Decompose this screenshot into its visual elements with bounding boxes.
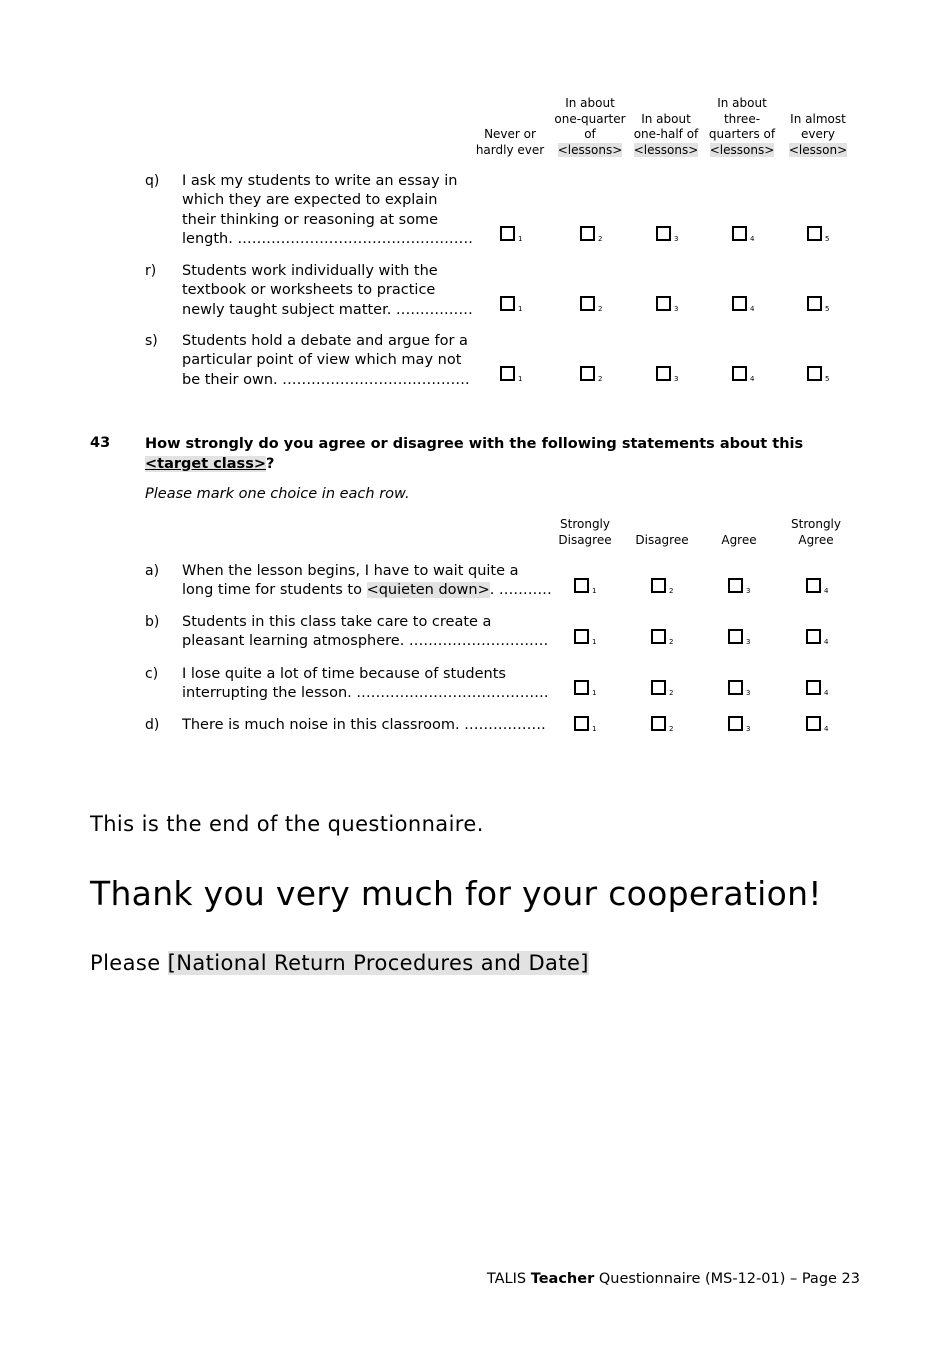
item-letter: a) — [145, 563, 160, 579]
item-text-end: pleasant learning atmosphere. — [182, 633, 409, 650]
response-checkbox[interactable] — [806, 716, 821, 731]
response-checkbox[interactable] — [580, 296, 595, 311]
item-text-line — [182, 230, 472, 249]
response-checkbox[interactable] — [728, 716, 743, 731]
column-header — [622, 533, 702, 549]
question-stem — [145, 435, 865, 474]
response-checkbox[interactable] — [807, 226, 822, 241]
instruction: Please mark one choice in each row. — [145, 486, 410, 502]
response-checkbox[interactable] — [656, 226, 671, 241]
item-text-line — [182, 632, 552, 651]
response-code: 1 — [518, 305, 523, 313]
lessons-placeholder: <lesson> — [788, 142, 848, 157]
response-checkbox[interactable] — [651, 629, 666, 644]
response-code: 3 — [674, 235, 679, 243]
return-please: Please — [90, 951, 161, 975]
item-text-line: their thinking or reasoning at some — [182, 211, 439, 228]
item-text — [182, 332, 472, 390]
item-text — [182, 665, 552, 704]
item-letter: c) — [145, 666, 159, 682]
footer-bold: Teacher — [530, 1271, 595, 1287]
column-header-line: of — [584, 127, 596, 141]
response-checkbox[interactable] — [728, 629, 743, 644]
item-text-line: Students in this class take care to create a — [182, 614, 492, 630]
footer-prefix: TALIS — [486, 1271, 527, 1287]
column-header — [776, 517, 856, 548]
item-text-line — [182, 371, 472, 390]
footer-suffix: Questionnaire (MS-12-01) – Page 23 — [598, 1271, 860, 1287]
column-header-line: In about — [565, 96, 615, 110]
item-text-end: newly taught subject matter. — [182, 301, 396, 318]
item-text — [182, 562, 552, 601]
response-code: 1 — [518, 375, 523, 383]
leader-dots: ........... — [498, 582, 552, 599]
item-text-line: I ask my students to write an essay in — [182, 173, 458, 189]
response-checkbox[interactable] — [806, 629, 821, 644]
response-code: 5 — [825, 235, 830, 243]
response-code: 4 — [824, 587, 829, 595]
response-checkbox[interactable] — [500, 366, 515, 381]
response-code: 4 — [750, 375, 755, 383]
response-checkbox[interactable] — [656, 296, 671, 311]
column-header — [470, 127, 550, 158]
leader-dots: ............................. — [408, 633, 549, 650]
response-code: 3 — [674, 375, 679, 383]
column-header-line: one-quarter — [554, 111, 626, 126]
response-checkbox[interactable] — [807, 366, 822, 381]
response-checkbox[interactable] — [651, 680, 666, 695]
question-stem-end: ? — [265, 455, 275, 472]
response-code: 1 — [592, 725, 597, 733]
response-code: 3 — [674, 305, 679, 313]
response-code: 3 — [746, 725, 751, 733]
column-header-line: Never or — [484, 127, 536, 141]
column-header-line: three- — [723, 111, 761, 126]
response-checkbox[interactable] — [500, 296, 515, 311]
item-text — [182, 262, 472, 320]
response-code: 5 — [825, 375, 830, 383]
column-header-line: every — [801, 127, 835, 141]
lessons-placeholder: <lessons> — [633, 142, 699, 157]
response-code: 5 — [825, 305, 830, 313]
target-class-placeholder: <target class> — [145, 455, 266, 472]
item-text — [182, 172, 472, 249]
leader-dots: ....................................... — [282, 371, 470, 388]
response-code: 1 — [592, 587, 597, 595]
response-checkbox[interactable] — [728, 578, 743, 593]
item-text-line: I lose quite a lot of time because of students — [182, 666, 506, 682]
item-text-line: When the lesson begins, I have to wait quite a — [182, 563, 519, 579]
return-procedures-placeholder: [National Return Procedures and Date] — [167, 951, 589, 975]
column-header-line: Agree — [798, 532, 834, 547]
item-text-line: which they are expected to explain — [182, 192, 438, 209]
response-checkbox[interactable] — [732, 366, 747, 381]
item-letter: r) — [145, 263, 157, 279]
item-text-line — [182, 301, 472, 320]
response-checkbox[interactable] — [656, 366, 671, 381]
response-checkbox[interactable] — [580, 366, 595, 381]
item-letter: q) — [145, 173, 160, 189]
response-code: 1 — [592, 638, 597, 646]
response-checkbox[interactable] — [651, 578, 666, 593]
column-header-line: quarters of — [708, 127, 776, 141]
column-header — [626, 112, 706, 159]
column-header-placeholder — [550, 143, 630, 159]
response-code: 2 — [669, 725, 674, 733]
item-text-punct: . — [489, 582, 499, 599]
question-number: 43 — [90, 435, 111, 451]
response-checkbox[interactable] — [574, 578, 589, 593]
response-code: 3 — [746, 638, 751, 646]
response-code: 4 — [824, 689, 829, 697]
item-letter: s) — [145, 333, 158, 349]
lessons-placeholder: <lessons> — [709, 142, 775, 157]
response-code: 2 — [598, 235, 603, 243]
thank-you-message: Thank you very much for your cooperation! — [90, 874, 822, 913]
item-text-line — [182, 581, 552, 600]
return-instructions — [90, 951, 589, 975]
column-header-line: hardly ever — [475, 142, 545, 157]
item-text-line — [182, 716, 552, 735]
end-of-questionnaire: This is the end of the questionnaire. — [90, 812, 484, 836]
item-text-end: be their own. — [182, 371, 283, 388]
page-footer — [487, 1271, 860, 1287]
column-header-line: Disagree — [558, 532, 612, 547]
response-code: 4 — [824, 725, 829, 733]
column-header-line: Disagree — [635, 532, 689, 547]
item-text-line: particular point of view which may not — [182, 352, 462, 369]
column-header — [778, 112, 858, 159]
response-checkbox[interactable] — [580, 226, 595, 241]
response-code: 2 — [669, 638, 674, 646]
response-code: 3 — [746, 587, 751, 595]
column-header-line: In about — [641, 111, 691, 126]
item-text-end: There is much noise in this classroom. — [182, 717, 465, 733]
response-checkbox[interactable] — [651, 716, 666, 731]
response-code: 4 — [824, 638, 829, 646]
question-stem-text: How strongly do you agree or disagree with the following statements about this — [145, 436, 804, 452]
column-header-line: In almost — [790, 111, 846, 126]
response-checkbox[interactable] — [728, 680, 743, 695]
item-text-end: length. — [182, 230, 238, 247]
response-code: 2 — [669, 689, 674, 697]
response-checkbox[interactable] — [732, 226, 747, 241]
column-header-line: Agree — [721, 532, 757, 547]
item-letter: d) — [145, 717, 160, 733]
column-header — [699, 533, 779, 549]
response-checkbox[interactable] — [574, 629, 589, 644]
leader-dots: ................................................. — [237, 230, 474, 247]
response-code: 4 — [750, 305, 755, 313]
column-header-line: In about — [717, 96, 767, 110]
column-header — [702, 96, 782, 158]
column-header-line: Strongly — [560, 517, 610, 531]
response-code: 1 — [592, 689, 597, 697]
column-header-line: Strongly — [791, 517, 841, 531]
column-header-placeholder — [626, 143, 706, 159]
leader-dots: ................ — [395, 301, 473, 318]
column-header-placeholder — [778, 143, 858, 159]
response-checkbox[interactable] — [806, 680, 821, 695]
column-header-placeholder — [702, 143, 782, 159]
response-checkbox[interactable] — [732, 296, 747, 311]
response-checkbox[interactable] — [807, 296, 822, 311]
response-checkbox[interactable] — [574, 716, 589, 731]
item-letter: b) — [145, 614, 160, 630]
response-code: 2 — [669, 587, 674, 595]
column-header — [545, 517, 625, 548]
response-code: 1 — [518, 235, 523, 243]
response-code: 4 — [750, 235, 755, 243]
item-text-end: interrupting the lesson. — [182, 685, 357, 702]
item-text-line — [182, 684, 552, 703]
column-header — [550, 96, 630, 158]
item-text-end: long time for students to — [182, 582, 367, 599]
leader-dots: ........................................ — [356, 685, 549, 702]
quieten-down-placeholder: <quieten down> — [366, 582, 490, 599]
response-code: 2 — [598, 375, 603, 383]
response-checkbox[interactable] — [500, 226, 515, 241]
lessons-placeholder: <lessons> — [557, 142, 623, 157]
leader-dots: ................. — [464, 717, 546, 733]
response-code: 3 — [746, 689, 751, 697]
item-text-line: Students work individually with the — [182, 263, 438, 279]
column-header-line: one-half of — [633, 127, 699, 141]
response-checkbox[interactable] — [806, 578, 821, 593]
response-code: 2 — [598, 305, 603, 313]
item-text — [182, 613, 552, 652]
response-checkbox[interactable] — [574, 680, 589, 695]
item-text — [182, 716, 552, 735]
item-text-line: Students hold a debate and argue for a — [182, 333, 468, 349]
item-text-line: textbook or worksheets to practice — [182, 282, 436, 299]
